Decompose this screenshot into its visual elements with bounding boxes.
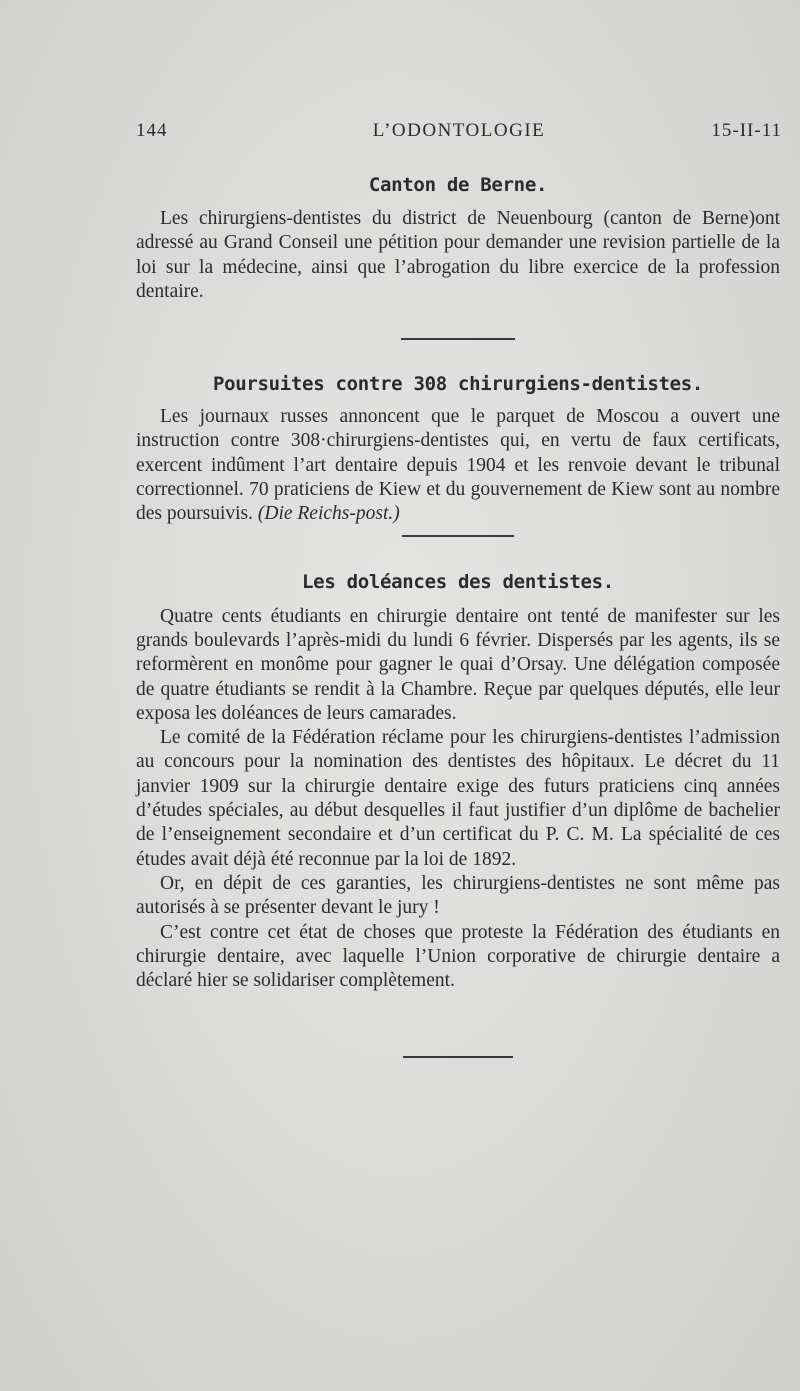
citation: (Die Reichs-post.)	[257, 503, 400, 525]
article-body	[136, 168, 780, 1058]
paragraph: Quatre cents étudiants en chirurgie dentaire ont tenté de manifester sur les grands boulevards l’après-midi du lundi 6 février. Dispersés par les agents, ils se reformèrent en monôme pour gagner le quai d’Orsay. Une délégation composée de quatre étudiants se rendit à la Chambre. Reçue par quelques députés, elle leur exposa les doléances de leurs camarades.	[136, 605, 780, 724]
section-divider	[402, 535, 514, 537]
paragraph	[136, 405, 780, 526]
page-number: 144	[136, 120, 168, 141]
paragraph: C’est contre cet état de choses que proteste la Fédération des étudiants en chirurgie dentaire, avec laquelle l’Union corporative de chirurgie dentaire a déclaré hier se solidariser complètement.	[136, 921, 780, 992]
paragraph: Les chirurgiens-dentistes du district de Neuenbourg (canton de Berne)ont adressé au Grand Conseil une pétition pour demander une revision partielle de la loi sur la médecine, ainsi que l’abrogation du libre exercice de la profession dentaire.	[136, 208, 780, 302]
section-title: Les doléances des dentistes.	[302, 570, 614, 593]
paragraph-text: Les journaux russes annoncent que le parquet de Moscou a ouvert une instruction contre 308·chirurgiens-dentistes qui, en vertu de faux certificats, exercent indûment l’art dentaire depuis 1904 et les renvoie devant le tribunal correctionnel. 70 praticiens de Kiew et du gouvernement de Kiew sont au nombre des poursuivis.	[136, 406, 780, 525]
section-divider	[401, 338, 515, 340]
running-header	[136, 120, 782, 144]
section-poursuites	[136, 373, 780, 526]
section-divider	[403, 1056, 513, 1058]
issue-date: 15-II-11	[711, 120, 782, 141]
section-title: Poursuites contre 308 chirurgiens-dentistes.	[212, 373, 704, 396]
section-title: Canton de Berne.	[368, 174, 548, 196]
section-doleances	[136, 571, 780, 994]
paragraph: Le comité de la Fédération réclame pour les chirurgiens-dentistes l’admission au concours pour la nomination des dentistes des hôpitaux. Le décret du 11 janvier 1909 sur la chirurgie dentaire exige des futurs praticiens cinq années d’études spéciales, au début desquelles il faut justifier d’un diplôme de bachelier de l’enseignement secondaire et d’un certificat du P. C. M. La spécialité de ces études avait déjà été reconnue par la loi de 1892.	[136, 727, 780, 870]
paragraph: Or, en dépit de ces garanties, les chirurgiens-dentistes ne sont même pas autorisés à se présenter devant le jury !	[136, 872, 780, 919]
journal-title: L’ODONTOLOGIE	[372, 120, 546, 141]
section-canton-de-berne	[136, 174, 780, 304]
